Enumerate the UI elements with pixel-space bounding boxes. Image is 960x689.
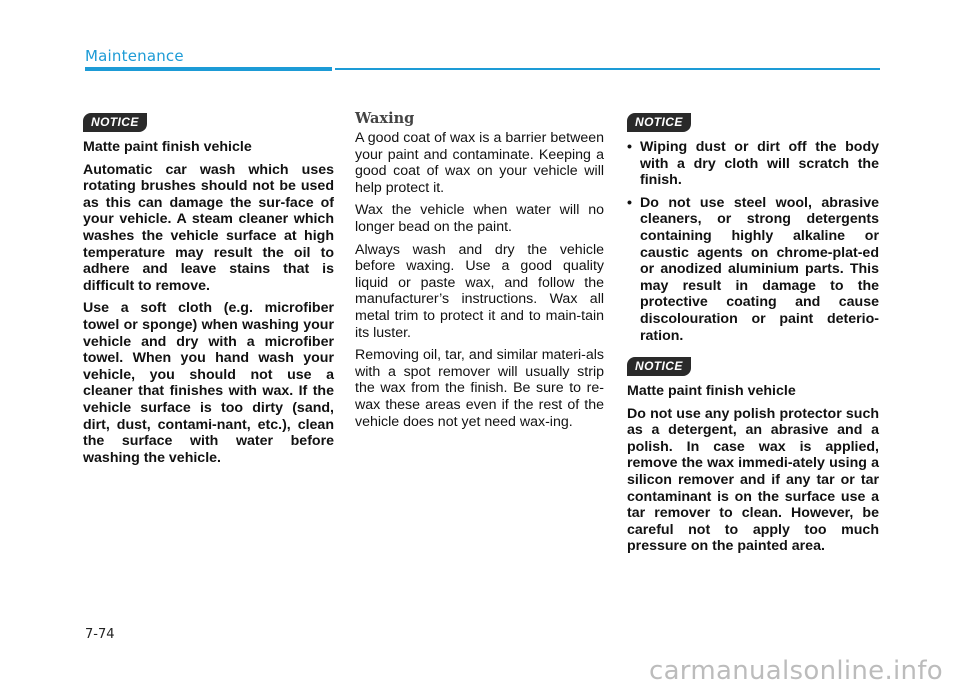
notice-label: NOTICE bbox=[627, 113, 691, 132]
notice-badge-left bbox=[83, 113, 147, 132]
list-item bbox=[627, 195, 879, 344]
right-heading: Matte paint finish vehicle bbox=[627, 383, 796, 399]
left-paragraph-2: Use a soft cloth (e.g. microfiber towel or sponge) when washing your vehicle and dry with a microfiber towel. When you hand wash your vehicle, you should not use a cleaner that finishes with wax. If the vehicle surface is too dirty (sand, dirt, dust, contami-nant, etc.), clean the surface with water before washing the vehicle. bbox=[83, 300, 334, 466]
middle-paragraph-4: Removing oil, tar, and similar materi-als with a spot remover will usually strip the wax from the finish. Be sure to re-wax these areas even if the rest of the vehicle does not yet need wax-ing. bbox=[355, 347, 604, 430]
middle-paragraph-1: A good coat of wax is a barrier between your paint and contaminate. Keeping a good coat of wax on your vehicle will help protect it. bbox=[355, 130, 604, 196]
bullet-icon: • bbox=[627, 139, 632, 155]
middle-column bbox=[355, 110, 604, 430]
middle-paragraph-2: Wax the vehicle when water will no longer bead on the paint. bbox=[355, 202, 604, 235]
bullet-icon: • bbox=[627, 194, 632, 211]
list-item bbox=[627, 139, 879, 189]
right-paragraph-1: Do not use any polish protector such as a detergent, an abrasive and a polish. In case wax is applied, remove the wax immedi-ately using a silicon remover and if any tar or tar contaminant is on the surface use a tar remover to clean. However, be careful not to apply too much pressure on the painted area. bbox=[627, 405, 879, 555]
left-paragraph-1: Automatic car wash which uses rotating brushes should not be used as this can damage the sur-face of your vehicle. A steam cleaner which washes the vehicle surface at high temperature may result the oil to adhere and leave stains that is difficult to remove. bbox=[83, 161, 334, 294]
middle-paragraph-3: Always wash and dry the vehicle before waxing. Use a good quality liquid or paste wax, and follow the manufacturer’s instructions. Wax all metal trim to protect it and to main-tain its luster. bbox=[355, 241, 604, 341]
bullet-text: Wiping dust or dirt off the body with a dry cloth will scratch the finish. bbox=[640, 139, 879, 189]
right-bullets bbox=[627, 139, 879, 344]
waxing-heading: Waxing bbox=[355, 110, 415, 127]
notice-label: NOTICE bbox=[627, 357, 691, 376]
left-heading: Matte paint finish vehicle bbox=[83, 139, 252, 155]
header-rule-thick bbox=[85, 67, 332, 71]
right-lower bbox=[627, 383, 879, 555]
watermark: carmanualsonline.info bbox=[648, 656, 943, 686]
page-number: 7-74 bbox=[85, 627, 115, 642]
left-column bbox=[83, 139, 334, 466]
notice-label: NOTICE bbox=[83, 113, 147, 132]
notice-badge-right-1 bbox=[627, 113, 691, 132]
section-title: Maintenance bbox=[85, 47, 184, 65]
notice-badge-right-2 bbox=[627, 357, 691, 376]
header-rule-thin bbox=[335, 68, 880, 70]
bullet-text: Do not use steel wool, abrasive cleaners, or strong detergents containing highly alkaline or caustic agents on chrome-plat-ed or anodized aluminium parts. This may result in damage to the protective coating and cause discolouration or paint deterio-ration. bbox=[640, 194, 879, 344]
